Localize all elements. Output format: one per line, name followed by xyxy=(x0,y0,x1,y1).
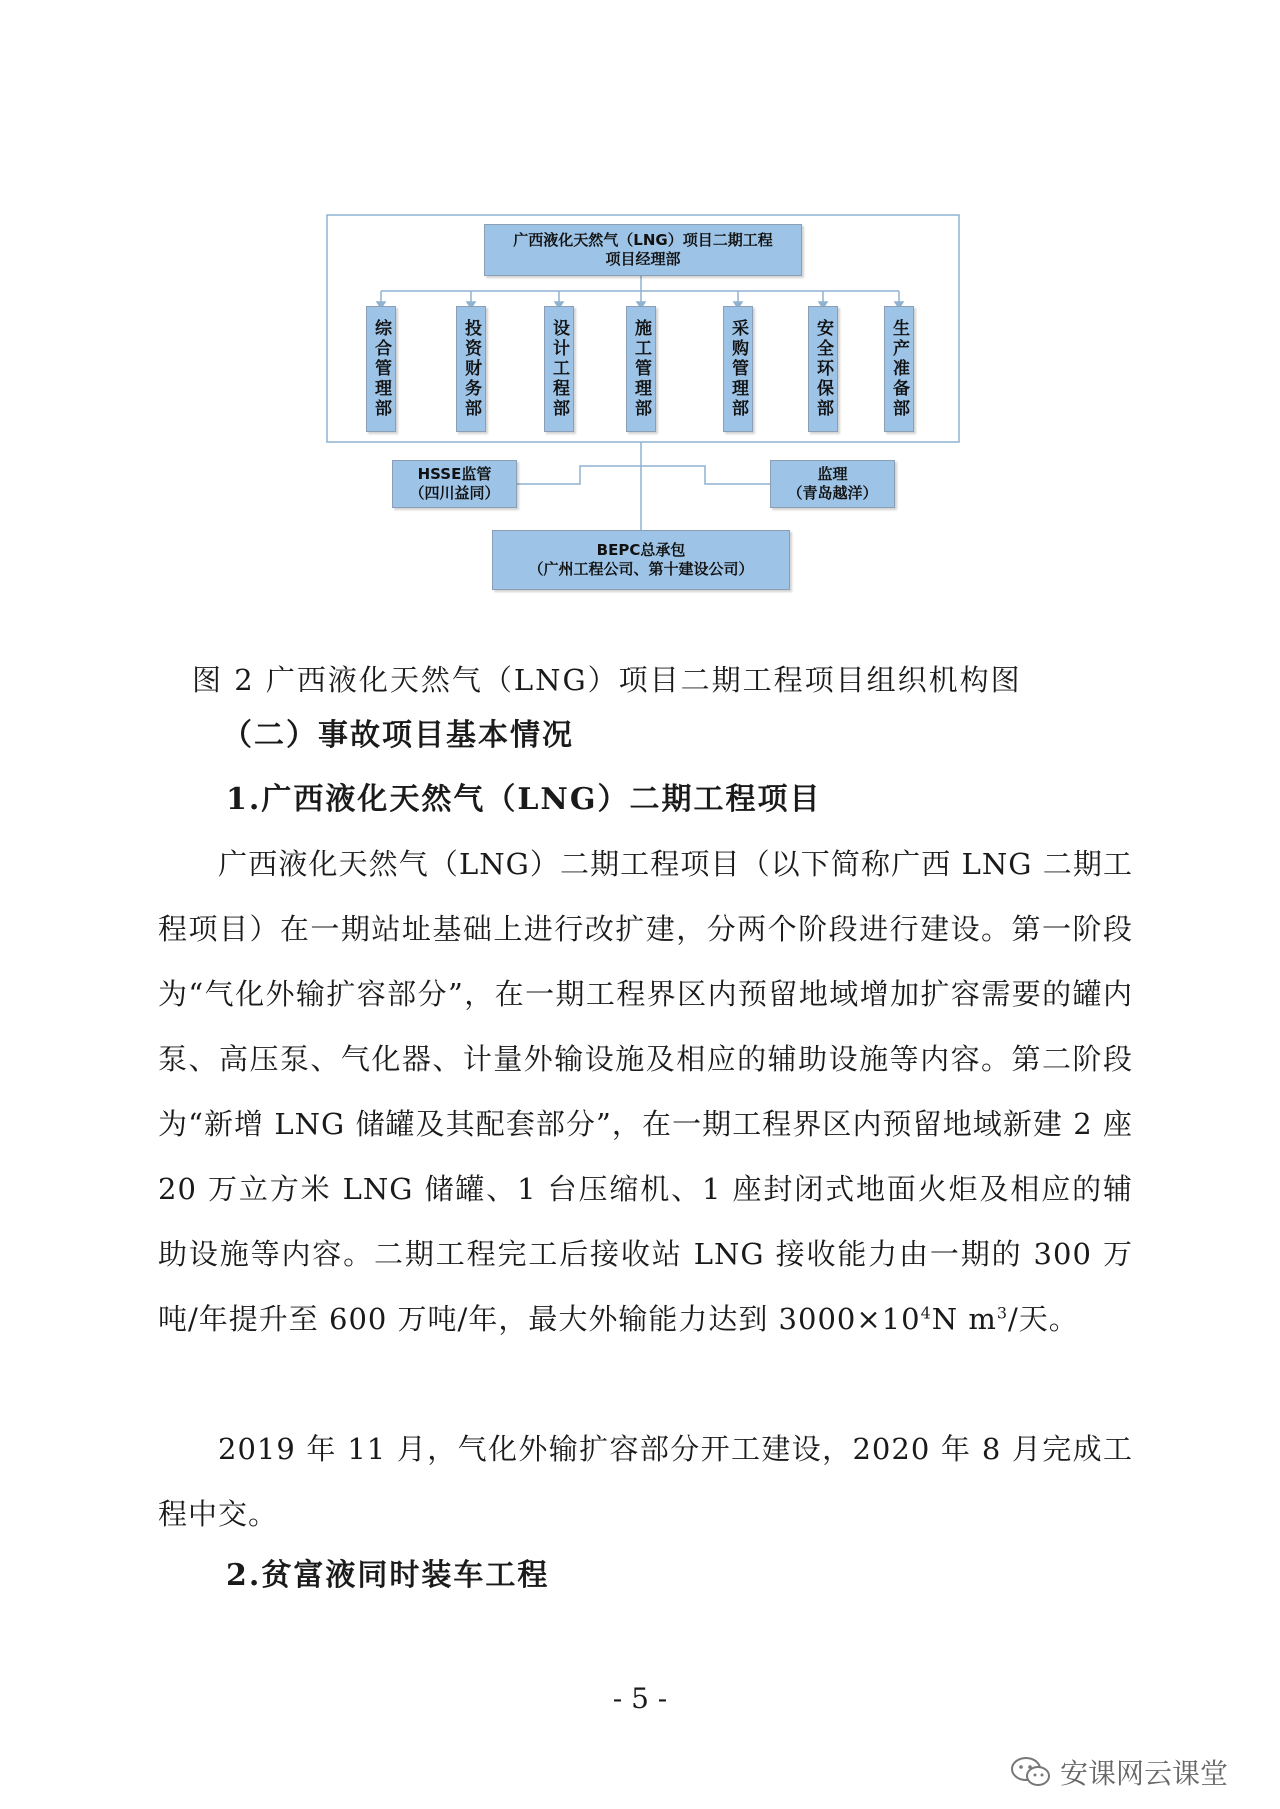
dept-safety-environment: 安全环保部 xyxy=(808,306,838,432)
unit-nm: N m xyxy=(931,1302,997,1336)
project-management-box xyxy=(484,224,802,276)
supervision-line2: （青岛越洋） xyxy=(787,484,878,502)
subheading-loading-project: 2.贫富液同时装车工程 xyxy=(226,1558,550,1593)
supervision-box xyxy=(770,460,895,508)
supervision-line1: 监理 xyxy=(817,464,848,483)
dept-production-preparation: 生产准备部 xyxy=(884,306,914,432)
project-management-line2: 项目经理部 xyxy=(605,250,681,268)
hsse-line1: HSSE监管 xyxy=(417,464,492,483)
figure-caption: 图 2 广西液化天然气（LNG）项目二期工程项目组织机构图 xyxy=(192,663,1022,697)
project-management-line1: 广西液化天然气（LNG）项目二期工程 xyxy=(513,230,773,249)
dept-general-management: 综合管理部 xyxy=(366,306,396,432)
dept-procurement-management: 采购管理部 xyxy=(723,306,753,432)
watermark xyxy=(1010,1752,1228,1792)
paragraph-overview-text: 广西液化天然气（LNG）二期工程项目（以下简称广西 LNG 二期工程项目）在一期站址基础上进行改扩建，分两个阶段进行建设。第一阶段为“气化外输扩容部分”，在一期工程界区内预留地域增加扩容需要的罐内泵、高压泵、气化器、计量外输设施及相应的辅助设施等内容。第二阶段为“新增 LNG 储罐及其配套部分”，在一期工程界区内预留地域新建 2 座 20 万立方米 LNG 储罐、1 台压缩机、1 座封闭式地面火炬及相应的辅助设施等内容。二期工程完工后接收站 LNG 接收能力由一期的 300 万吨/年提升至 600 万吨/年，最大外输能力达到 3000×10 xyxy=(158,847,1133,1336)
section-heading: （二）事故项目基本情况 xyxy=(222,718,574,753)
dept-investment-finance: 投资财务部 xyxy=(456,306,486,432)
watermark-text: 安课网云课堂 xyxy=(1060,1757,1229,1790)
paragraph-project-overview xyxy=(158,832,1133,1352)
superscript-4: 4 xyxy=(920,1303,932,1323)
paragraph-dates-text: 2019 年 11 月，气化外输扩容部分开工建设，2020 年 8 月完成工程中交。 xyxy=(158,1432,1133,1531)
unit-per-day: /天。 xyxy=(1008,1302,1079,1336)
org-chart xyxy=(0,0,1280,620)
page-number: - 5 - xyxy=(612,1682,668,1715)
dept-construction-management: 施工管理部 xyxy=(626,306,656,432)
epc-line1: BEPC总承包 xyxy=(596,540,686,559)
epc-contractor-box xyxy=(492,530,790,590)
hsse-supervision-box xyxy=(392,460,517,508)
dept-design-engineering: 设计工程部 xyxy=(544,306,574,432)
epc-line2: （广州工程公司、第十建设公司） xyxy=(528,560,754,578)
subheading-lng-project: 1.广西液化天然气（LNG）二期工程项目 xyxy=(226,782,822,817)
hsse-line2: （四川益同） xyxy=(409,484,500,502)
wechat-icon xyxy=(1010,1756,1052,1788)
superscript-3: 3 xyxy=(996,1303,1009,1323)
paragraph-construction-dates xyxy=(158,1417,1133,1547)
